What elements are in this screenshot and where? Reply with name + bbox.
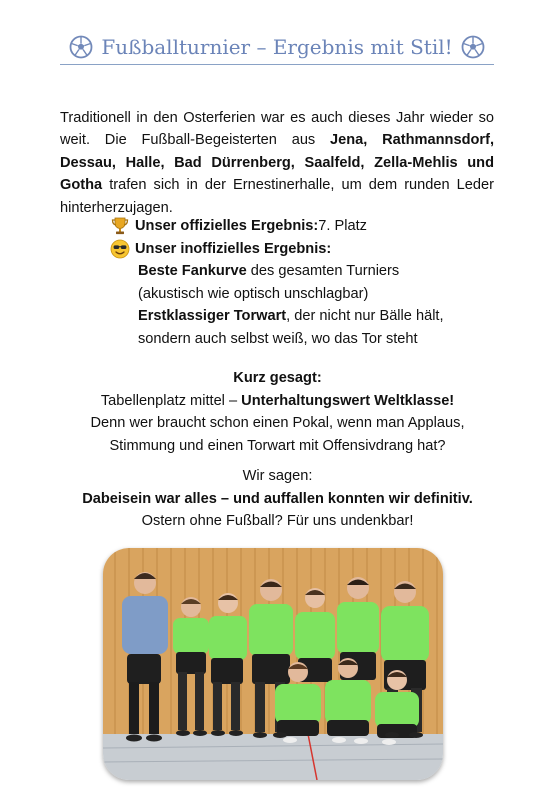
soccer-ball-icon — [69, 35, 93, 59]
soccer-ball-icon — [461, 35, 485, 59]
trophy-icon — [110, 216, 130, 236]
results-list — [110, 215, 500, 350]
summary-heading: Kurz gesagt: — [233, 370, 322, 386]
closing-block — [20, 465, 535, 533]
summary-line: Denn wer braucht schon einen Pokal, wenn man Applaus, — [90, 415, 465, 431]
team-photo-illustration — [103, 548, 443, 780]
closing-line: Ostern ohne Fußball? Für uns undenkbar! — [141, 513, 414, 529]
participating-cities: Jena, Rathmannsdorf, Dessau, Halle, Bad Dürrenberg, Saalfeld, Zella-Mehlis und Gotha — [60, 132, 495, 194]
fan-result: Beste Fankurve des gesamten Turniers — [138, 263, 400, 279]
fan-result-note: (akustisch wie optisch unschlagbar) — [138, 285, 369, 302]
unofficial-result: Unser inoffizielles Ergebnis: — [110, 238, 500, 261]
keeper-result: Erstklassiger Torwart, der nicht nur Bälle hält, — [138, 308, 444, 324]
official-result: Unser offizielles Ergebnis: 7. Platz — [110, 215, 500, 238]
sunglasses-smiley-icon — [110, 239, 130, 259]
summary-block — [20, 367, 535, 457]
page-title: Fußballturnier – Ergebnis mit Stil! — [101, 35, 453, 59]
closing-line: Wir sagen: — [242, 468, 313, 484]
team-photo — [103, 548, 443, 780]
summary-line: Tabellenplatz mittel – Unterhaltungswert Weltklasse! — [100, 392, 455, 409]
summary-line: Stimmung und einen Torwart mit Offensivdrang hat? — [109, 437, 446, 454]
closing-statement: Dabeisein war alles – und auffallen konnten wir definitiv. — [82, 490, 473, 507]
keeper-result-note: sondern auch selbst weiß, wo das Tor steht — [138, 330, 418, 347]
intro-paragraph: Traditionell in den Osterferien war es auch dieses Jahr wieder so weit. Die Fußball-Begeisterten aus Jena, Rathmannsdorf, Dessau, Halle, Bad Dürrenberg, Saalfeld, Zella-Mehlis und Gotha trafen sich in der Ernestinerhalle, um dem runden Leder hinterherzujagen. — [60, 109, 495, 216]
page-header — [60, 30, 494, 65]
